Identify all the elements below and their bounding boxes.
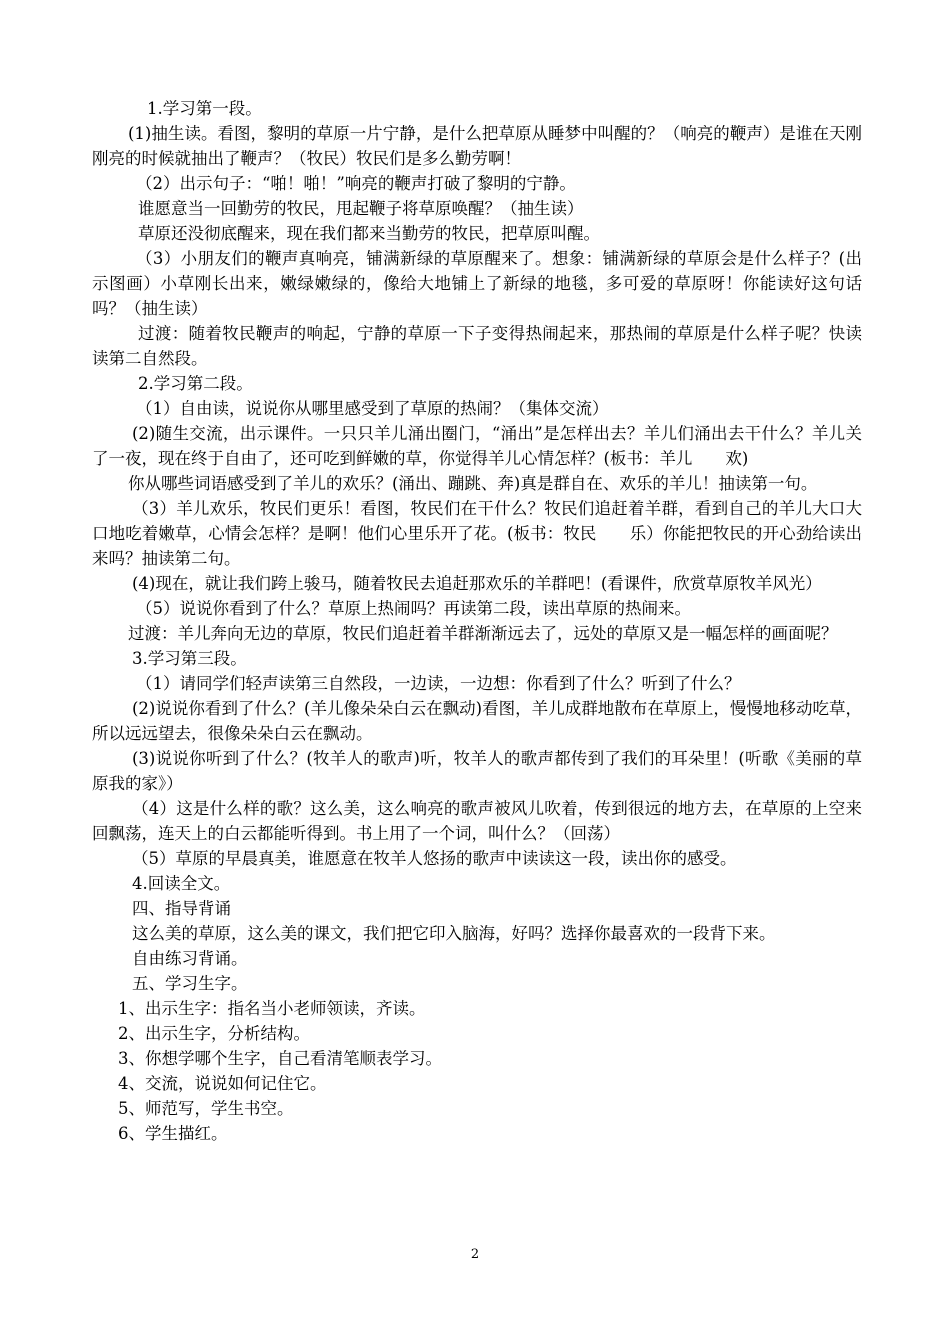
paragraph: 你从哪些词语感受到了羊儿的欢乐？(涌出、蹦跳、奔)真是群自在、欢乐的羊儿！抽读第一句。 bbox=[128, 474, 818, 493]
paragraph: 过渡：随着牧民鞭声的响起，宁静的草原一下子变得热闹起来，那热闹的草原是什么样子呢？快读读第二自然段。 bbox=[92, 324, 862, 368]
paragraph: (2)说说你看到了什么？(羊儿像朵朵白云在飘动)看图，羊儿成群地散布在草原上，慢慢地移动吃草，所以远远望去，很像朵朵白云在飘动。 bbox=[92, 699, 862, 743]
paragraph: 2.学习第二段。 bbox=[138, 374, 253, 393]
paragraph: (3)说说你听到了什么？(牧羊人的歌声)听，牧羊人的歌声都传到了我们的耳朵里！(听歌《美丽的草原我的家》） bbox=[92, 749, 862, 793]
paragraph: （4）这是什么样的歌？这么美，这么响亮的歌声被风儿吹着，传到很远的地方去，在草原的上空来回飘荡，连天上的白云都能听得到。书上用了一个词，叫什么？（回荡） bbox=[92, 799, 862, 843]
paragraph: （3）小朋友们的鞭声真响亮，铺满新绿的草原醒来了。想象：铺满新绿的草原会是什么样子？(出示图画）小草刚长出来，嫩绿嫩绿的，像给大地铺上了新绿的地毯，多可爱的草原呀！你能读好这句话吗？（抽生读） bbox=[92, 249, 862, 318]
document-body bbox=[92, 96, 862, 1146]
paragraph: 1、出示生字：指名当小老师领读，齐读。 bbox=[118, 999, 426, 1018]
paragraph: (4)现在，就让我们跨上骏马，随着牧民去追赶那欢乐的羊群吧！(看课件，欣赏草原牧羊风光） bbox=[132, 574, 822, 593]
paragraph: 四、指导背诵 bbox=[132, 899, 231, 918]
paragraph: 草原还没彻底醒来，现在我们都来当勤劳的牧民，把草原叫醒。 bbox=[138, 224, 600, 243]
paragraph: 4、交流，说说如何记住它。 bbox=[118, 1074, 327, 1093]
paragraph: (2)随生交流，出示课件。一只只羊儿涌出圈门，“涌出”是怎样出去？羊儿们涌出去干什么？羊儿关了一夜，现在终于自由了，还可吃到鲜嫩的草，你觉得羊儿心情怎样？(板书：羊儿 欢) bbox=[92, 424, 862, 468]
paragraph: 1.学习第一段。 bbox=[147, 99, 262, 118]
paragraph: 五、学习生字。 bbox=[132, 974, 248, 993]
paragraph: （2）出示句子：“啪！啪！”响亮的鞭声打破了黎明的宁静。 bbox=[136, 174, 576, 193]
paragraph: （1）请同学们轻声读第三自然段，一边读，一边想：你看到了什么？听到了什么？ bbox=[136, 674, 741, 693]
page-number: 2 bbox=[470, 1247, 480, 1262]
paragraph: 3、你想学哪个生字，自己看清笔顺表学习。 bbox=[118, 1049, 442, 1068]
paragraph: (1)抽生读。看图，黎明的草原一片宁静，是什么把草原从睡梦中叫醒的？（响亮的鞭声）是谁在天刚刚亮的时候就抽出了鞭声？（牧民）牧民们是多么勤劳啊！ bbox=[92, 124, 862, 168]
paragraph: （1）自由读，说说你从哪里感受到了草原的热闹？（集体交流） bbox=[136, 399, 609, 418]
paragraph: （5）说说你看到了什么？草原上热闹吗？再读第二段，读出草原的热闹来。 bbox=[136, 599, 691, 618]
paragraph: （5）草原的早晨真美，谁愿意在牧羊人悠扬的歌声中读读这一段，读出你的感受。 bbox=[132, 849, 737, 868]
paragraph: （3）羊儿欢乐，牧民们更乐！看图，牧民们在干什么？牧民们追赶着羊群，看到自己的羊儿大口大口地吃着嫩草，心情会怎样？是啊！他们心里乐开了花。(板书：牧民 乐）你能把牧民的开心劲给读出来吗？抽读第二句。 bbox=[92, 499, 862, 568]
paragraph: 5、师范写，学生书空。 bbox=[118, 1099, 294, 1118]
paragraph: 谁愿意当一回勤劳的牧民，甩起鞭子将草原唤醒？（抽生读） bbox=[138, 199, 584, 218]
paragraph: 2、出示生字，分析结构。 bbox=[118, 1024, 310, 1043]
paragraph: 3.学习第三段。 bbox=[132, 649, 247, 668]
paragraph: 这么美的草原，这么美的课文，我们把它印入脑海，好吗？选择你最喜欢的一段背下来。 bbox=[132, 924, 776, 943]
paragraph: 4.回读全文。 bbox=[132, 874, 231, 893]
paragraph: 过渡：羊儿奔向无边的草原，牧民们追赶着羊群渐渐远去了，远处的草原又是一幅怎样的画面呢？ bbox=[128, 624, 838, 643]
paragraph: 6、学生描红。 bbox=[118, 1124, 228, 1143]
paragraph: 自由练习背诵。 bbox=[132, 949, 248, 968]
